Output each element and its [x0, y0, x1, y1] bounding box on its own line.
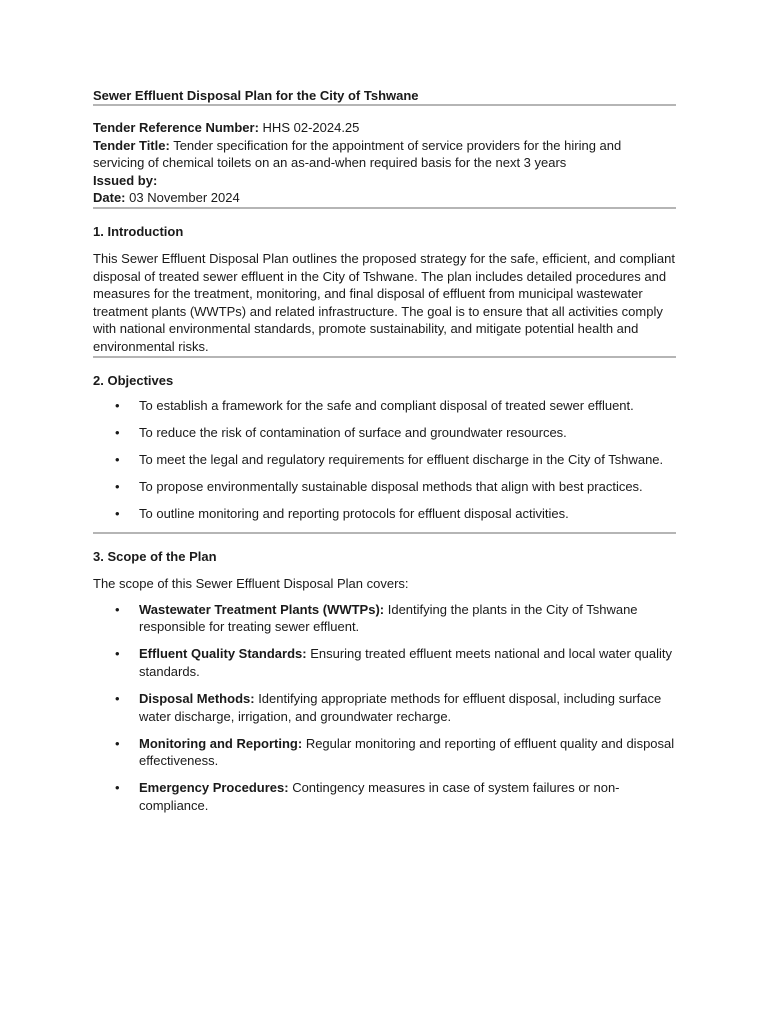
- list-item: [93, 478, 676, 496]
- list-item: [93, 397, 676, 415]
- bullet-icon: •: [115, 397, 120, 413]
- bullet-icon: •: [115, 451, 120, 467]
- bullet-icon: •: [115, 601, 120, 617]
- tender-reference-line: [93, 119, 676, 137]
- issued-by-line: [93, 172, 676, 190]
- section-heading-introduction: 1. Introduction: [93, 223, 184, 239]
- divider: [93, 207, 676, 209]
- bullet-icon: •: [115, 646, 120, 662]
- introduction-paragraph: This Sewer Effluent Disposal Plan outlines the proposed strategy for the safe, efficient, and compliant disposal of treated sewer effluent in the City of Tshwane. The plan includes detailed procedures and measures for the treatment, monitoring, and final disposal of effluent from municipal wastewater treatment plants (WWTPs) and related infrastructure. The goal is to ensure that all activities comply with national environmental standards, promote sustainability, and mitigate potential health and environmental risks.: [93, 250, 675, 354]
- tender-meta: [93, 119, 676, 207]
- bullet-icon: •: [115, 478, 120, 494]
- section-heading-objectives: 2. Objectives: [93, 372, 174, 388]
- scope-item-text: Identifying the plants in the City of Tshwane responsible for treating sewer effluent.: [139, 601, 638, 635]
- tender-reference-label: Tender Reference Number:: [93, 120, 259, 135]
- document-page: [93, 87, 676, 824]
- divider: [93, 532, 676, 534]
- scope-item-text: Regular monitoring and reporting of effluent quality and disposal effectiveness.: [139, 735, 675, 769]
- list-item: [93, 451, 676, 469]
- objective-text: To establish a framework for the safe and compliant disposal of treated sewer effluent.: [139, 397, 634, 413]
- date-line: [93, 189, 676, 207]
- scope-item-label: Monitoring and Reporting:: [139, 735, 303, 751]
- bullet-icon: •: [115, 735, 120, 751]
- scope-item-text: Identifying appropriate methods for effluent disposal, including surface water discharge, irrigation, and groundwater recharge.: [139, 690, 662, 724]
- scope-item-label: Emergency Procedures:: [139, 780, 289, 796]
- list-item: [93, 690, 676, 725]
- objective-text: To propose environmentally sustainable disposal methods that align with best practices.: [139, 478, 643, 494]
- scope-item-text: Ensuring treated effluent meets national and local water quality standards.: [139, 646, 673, 679]
- divider: [93, 104, 676, 106]
- bullet-icon: •: [115, 690, 120, 706]
- scope-list: [93, 601, 676, 815]
- tender-title-value: Tender specification for the appointment of service providers for the hiring and servicing of chemical toilets on an as-and-when required basis for the next 3 years: [93, 137, 622, 171]
- list-item: [93, 645, 676, 680]
- list-item: [93, 779, 676, 814]
- tender-reference-value: HHS 02-2024.25: [262, 120, 360, 135]
- scope-item-label: Wastewater Treatment Plants (WWTPs):: [139, 601, 385, 617]
- objective-text: To reduce the risk of contamination of surface and groundwater resources.: [139, 424, 567, 440]
- scope-intro: The scope of this Sewer Effluent Disposal Plan covers:: [93, 576, 409, 591]
- issued-by-label: Issued by:: [93, 172, 158, 188]
- scope-item-label: Disposal Methods:: [139, 690, 255, 706]
- divider: [93, 356, 676, 358]
- tender-title-label: Tender Title:: [93, 137, 170, 153]
- list-item: [93, 735, 676, 770]
- scope-item-label: Effluent Quality Standards:: [139, 646, 307, 662]
- list-item: [93, 505, 676, 523]
- tender-title-line: [93, 137, 676, 172]
- section-heading-scope: 3. Scope of the Plan: [93, 549, 217, 564]
- objectives-list: [93, 397, 676, 523]
- bullet-icon: •: [115, 780, 120, 796]
- bullet-icon: •: [115, 424, 120, 440]
- list-item: [93, 424, 676, 442]
- date-label: Date:: [93, 190, 126, 206]
- list-item: [93, 601, 676, 636]
- scope-item-text: Contingency measures in case of system failures or non-compliance.: [139, 780, 620, 813]
- objective-text: To meet the legal and regulatory requirements for effluent discharge in the City of Tshwane.: [139, 451, 664, 467]
- bullet-icon: •: [115, 505, 120, 521]
- objective-text: To outline monitoring and reporting protocols for effluent disposal activities.: [139, 505, 569, 521]
- date-value: 03 November 2024: [129, 190, 240, 206]
- document-title: Sewer Effluent Disposal Plan for the City of Tshwane: [93, 88, 419, 103]
